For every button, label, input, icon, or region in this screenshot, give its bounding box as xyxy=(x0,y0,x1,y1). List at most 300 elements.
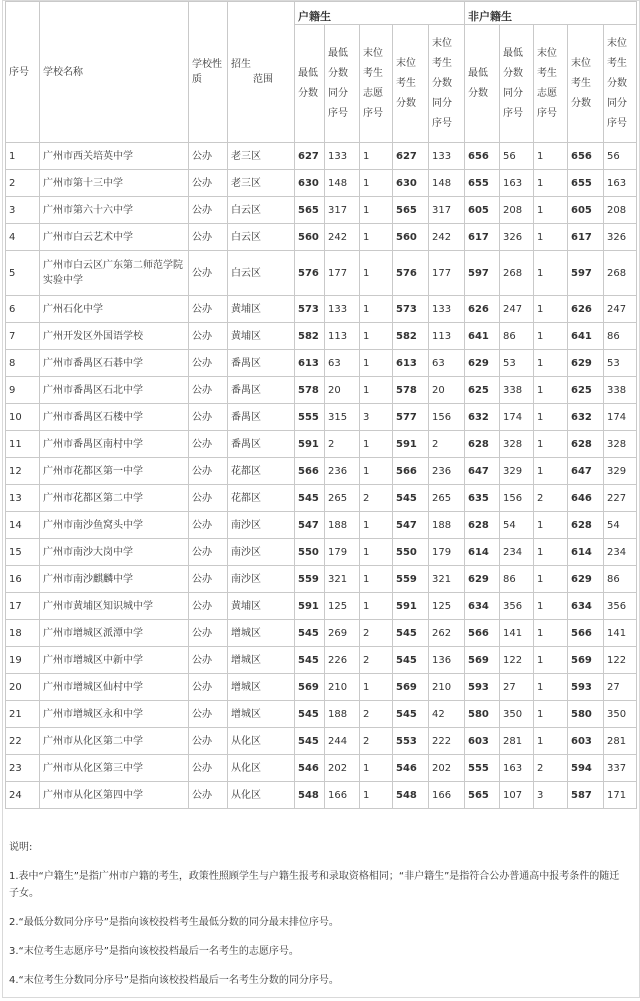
cell-non-hukou-value: 268 xyxy=(604,251,637,296)
cell-non-hukou-value: 350 xyxy=(500,701,534,728)
cell-hukou-value: 613 xyxy=(393,350,429,377)
cell-hukou-value: 550 xyxy=(393,539,429,566)
cell-hukou-value: 591 xyxy=(295,431,325,458)
cell-non-hukou-value: 555 xyxy=(465,755,500,782)
cell-non-hukou-value: 632 xyxy=(465,404,500,431)
cell-school-type: 公办 xyxy=(189,782,228,809)
cell-non-hukou-value: 625 xyxy=(568,377,604,404)
cell-non-hukou-value: 86 xyxy=(500,566,534,593)
cell-hukou-value: 265 xyxy=(429,485,465,512)
note-item-4: 4.“末位考生分数同分序号”是指向该校投档最后一名考生分数的同分序号。 xyxy=(9,975,339,986)
cell-hukou-value: 317 xyxy=(429,197,465,224)
cell-hukou-value: 63 xyxy=(429,350,465,377)
cell-non-hukou-value: 629 xyxy=(465,566,500,593)
cell-non-hukou-value: 141 xyxy=(604,620,637,647)
cell-school-type: 公办 xyxy=(189,674,228,701)
cell-non-hukou-value: 208 xyxy=(604,197,637,224)
cell-school-name: 广州市南沙麒麟中学 xyxy=(40,566,189,593)
cell-hukou-value: 262 xyxy=(429,620,465,647)
cell-non-hukou-value: 647 xyxy=(568,458,604,485)
cell-index: 8 xyxy=(6,350,40,377)
cell-hukou-value: 242 xyxy=(325,224,360,251)
cell-non-hukou-value: 2 xyxy=(534,485,568,512)
cell-index: 17 xyxy=(6,593,40,620)
cell-non-hukou-value: 1 xyxy=(534,674,568,701)
cell-hukou-value: 188 xyxy=(325,701,360,728)
cell-hukou-value: 545 xyxy=(393,701,429,728)
cell-non-hukou-value: 569 xyxy=(465,647,500,674)
cell-school-name: 广州市增城区永和中学 xyxy=(40,701,189,728)
cell-non-hukou-value: 603 xyxy=(568,728,604,755)
cell-hukou-value: 321 xyxy=(325,566,360,593)
cell-school-type: 公办 xyxy=(189,458,228,485)
table-row xyxy=(6,350,637,377)
cell-hukou-value: 244 xyxy=(325,728,360,755)
cell-hukou-value: 1 xyxy=(360,143,393,170)
cell-index: 16 xyxy=(6,566,40,593)
cell-hukou-value: 1 xyxy=(360,296,393,323)
cell-index: 22 xyxy=(6,728,40,755)
cell-school-name: 广州市西关培英中学 xyxy=(40,143,189,170)
cell-non-hukou-value: 628 xyxy=(568,431,604,458)
cell-non-hukou-value: 53 xyxy=(500,350,534,377)
cell-hukou-value: 3 xyxy=(360,404,393,431)
cell-non-hukou-value: 329 xyxy=(604,458,637,485)
cell-hukou-value: 546 xyxy=(295,755,325,782)
cell-non-hukou-value: 655 xyxy=(465,170,500,197)
cell-school-type: 公办 xyxy=(189,197,228,224)
cell-non-hukou-value: 605 xyxy=(465,197,500,224)
table-row xyxy=(6,674,637,701)
cell-school-name: 广州市从化区第三中学 xyxy=(40,755,189,782)
cell-school-type: 公办 xyxy=(189,566,228,593)
cell-hukou-value: 20 xyxy=(429,377,465,404)
header-area-line1: 招生 xyxy=(231,59,251,70)
header-h-last-will: 末位考生志愿序号 xyxy=(360,25,393,143)
notes-title: 说明: xyxy=(9,842,33,853)
header-h-last-rank: 末位考生分数同分序号 xyxy=(429,25,465,143)
header-h-min-rank: 最低分数同分序号 xyxy=(325,25,360,143)
table-row xyxy=(6,566,637,593)
cell-non-hukou-value: 338 xyxy=(500,377,534,404)
table-row xyxy=(6,431,637,458)
cell-non-hukou-value: 2 xyxy=(534,755,568,782)
cell-hukou-value: 2 xyxy=(325,431,360,458)
cell-hukou-value: 136 xyxy=(429,647,465,674)
cell-hukou-value: 1 xyxy=(360,755,393,782)
cell-hukou-value: 548 xyxy=(393,782,429,809)
cell-hukou-value: 546 xyxy=(393,755,429,782)
cell-hukou-value: 125 xyxy=(325,593,360,620)
cell-hukou-value: 148 xyxy=(429,170,465,197)
cell-school-type: 公办 xyxy=(189,485,228,512)
cell-hukou-value: 565 xyxy=(295,197,325,224)
cell-school-name: 广州市从化区第四中学 xyxy=(40,782,189,809)
cell-hukou-value: 265 xyxy=(325,485,360,512)
table-row xyxy=(6,539,637,566)
table-row xyxy=(6,404,637,431)
cell-non-hukou-value: 234 xyxy=(500,539,534,566)
table-row xyxy=(6,701,637,728)
cell-hukou-value: 1 xyxy=(360,674,393,701)
cell-non-hukou-value: 646 xyxy=(568,485,604,512)
table-row xyxy=(6,593,637,620)
cell-hukou-value: 148 xyxy=(325,170,360,197)
cell-school-name: 广州市第十三中学 xyxy=(40,170,189,197)
cell-hukou-value: 560 xyxy=(295,224,325,251)
cell-non-hukou-value: 86 xyxy=(604,566,637,593)
cell-hukou-value: 576 xyxy=(393,251,429,296)
cell-area: 南沙区 xyxy=(228,539,295,566)
cell-hukou-value: 2 xyxy=(360,647,393,674)
cell-hukou-value: 1 xyxy=(360,566,393,593)
cell-non-hukou-value: 632 xyxy=(568,404,604,431)
cell-index: 23 xyxy=(6,755,40,782)
cell-index: 14 xyxy=(6,512,40,539)
cell-non-hukou-value: 1 xyxy=(534,512,568,539)
cell-non-hukou-value: 593 xyxy=(568,674,604,701)
cell-non-hukou-value: 617 xyxy=(465,224,500,251)
cell-non-hukou-value: 626 xyxy=(568,296,604,323)
cell-school-name: 广州市增城区派潭中学 xyxy=(40,620,189,647)
cell-non-hukou-value: 86 xyxy=(604,323,637,350)
cell-non-hukou-value: 628 xyxy=(465,431,500,458)
cell-non-hukou-value: 597 xyxy=(465,251,500,296)
cell-hukou-value: 576 xyxy=(295,251,325,296)
cell-hukou-value: 1 xyxy=(360,170,393,197)
cell-hukou-value: 559 xyxy=(295,566,325,593)
cell-hukou-value: 242 xyxy=(429,224,465,251)
table-row xyxy=(6,782,637,809)
cell-hukou-value: 179 xyxy=(429,539,465,566)
cell-hukou-value: 2 xyxy=(360,620,393,647)
cell-hukou-value: 1 xyxy=(360,512,393,539)
cell-non-hukou-value: 580 xyxy=(465,701,500,728)
cell-non-hukou-value: 1 xyxy=(534,728,568,755)
cell-non-hukou-value: 655 xyxy=(568,170,604,197)
cell-non-hukou-value: 3 xyxy=(534,782,568,809)
cell-hukou-value: 630 xyxy=(295,170,325,197)
cell-school-type: 公办 xyxy=(189,620,228,647)
note-item-2: 2.“最低分数同分序号”是指向该校投档考生最低分数的同分最末排位序号。 xyxy=(9,917,339,928)
cell-hukou-value: 321 xyxy=(429,566,465,593)
cell-non-hukou-value: 329 xyxy=(500,458,534,485)
cell-school-name: 广州市番禺区石北中学 xyxy=(40,377,189,404)
cell-hukou-value: 545 xyxy=(295,620,325,647)
cell-index: 20 xyxy=(6,674,40,701)
cell-non-hukou-value: 356 xyxy=(500,593,534,620)
cell-school-type: 公办 xyxy=(189,224,228,251)
page xyxy=(2,0,640,998)
cell-school-type: 公办 xyxy=(189,251,228,296)
cell-non-hukou-value: 281 xyxy=(604,728,637,755)
cell-area: 黄埔区 xyxy=(228,593,295,620)
cell-hukou-value: 565 xyxy=(393,197,429,224)
cell-non-hukou-value: 163 xyxy=(500,170,534,197)
cell-non-hukou-value: 587 xyxy=(568,782,604,809)
cell-hukou-value: 569 xyxy=(393,674,429,701)
cell-area: 从化区 xyxy=(228,728,295,755)
table-row xyxy=(6,251,637,296)
table-row xyxy=(6,485,637,512)
cell-hukou-value: 166 xyxy=(429,782,465,809)
cell-non-hukou-value: 634 xyxy=(568,593,604,620)
cell-area: 花都区 xyxy=(228,485,295,512)
table-row xyxy=(6,170,637,197)
cell-non-hukou-value: 625 xyxy=(465,377,500,404)
cell-school-type: 公办 xyxy=(189,728,228,755)
cell-school-name: 广州市番禺区石楼中学 xyxy=(40,404,189,431)
cell-hukou-value: 113 xyxy=(325,323,360,350)
cell-area: 南沙区 xyxy=(228,566,295,593)
cell-hukou-value: 566 xyxy=(393,458,429,485)
table-row xyxy=(6,143,637,170)
notes-section xyxy=(9,839,629,1001)
cell-school-name: 广州市花都区第一中学 xyxy=(40,458,189,485)
cell-hukou-value: 545 xyxy=(393,620,429,647)
cell-hukou-value: 578 xyxy=(393,377,429,404)
cell-non-hukou-value: 247 xyxy=(500,296,534,323)
cell-index: 15 xyxy=(6,539,40,566)
cell-non-hukou-value: 647 xyxy=(465,458,500,485)
cell-school-name: 广州市白云艺术中学 xyxy=(40,224,189,251)
cell-non-hukou-value: 656 xyxy=(568,143,604,170)
cell-hukou-value: 545 xyxy=(393,647,429,674)
cell-school-type: 公办 xyxy=(189,170,228,197)
cell-area: 番禺区 xyxy=(228,350,295,377)
cell-non-hukou-value: 1 xyxy=(534,143,568,170)
cell-non-hukou-value: 268 xyxy=(500,251,534,296)
cell-non-hukou-value: 234 xyxy=(604,539,637,566)
cell-hukou-value: 188 xyxy=(429,512,465,539)
cell-non-hukou-value: 1 xyxy=(534,593,568,620)
cell-school-type: 公办 xyxy=(189,512,228,539)
cell-non-hukou-value: 156 xyxy=(500,485,534,512)
cell-area: 从化区 xyxy=(228,755,295,782)
cell-hukou-value: 202 xyxy=(429,755,465,782)
cell-hukou-value: 1 xyxy=(360,593,393,620)
table-row xyxy=(6,755,637,782)
cell-hukou-value: 133 xyxy=(429,143,465,170)
cell-hukou-value: 226 xyxy=(325,647,360,674)
cell-non-hukou-value: 614 xyxy=(465,539,500,566)
cell-hukou-value: 627 xyxy=(393,143,429,170)
cell-area: 番禺区 xyxy=(228,377,295,404)
cell-hukou-value: 269 xyxy=(325,620,360,647)
cell-hukou-value: 1 xyxy=(360,197,393,224)
cell-non-hukou-value: 635 xyxy=(465,485,500,512)
cell-non-hukou-value: 174 xyxy=(604,404,637,431)
cell-non-hukou-value: 328 xyxy=(604,431,637,458)
cell-hukou-value: 1 xyxy=(360,539,393,566)
header-h-last-score: 末位考生分数 xyxy=(393,25,429,143)
cell-hukou-value: 1 xyxy=(360,458,393,485)
cell-hukou-value: 573 xyxy=(393,296,429,323)
cell-hukou-value: 133 xyxy=(325,143,360,170)
cell-non-hukou-value: 629 xyxy=(568,566,604,593)
cell-hukou-value: 236 xyxy=(429,458,465,485)
cell-non-hukou-value: 605 xyxy=(568,197,604,224)
cell-hukou-value: 42 xyxy=(429,701,465,728)
cell-non-hukou-value: 54 xyxy=(604,512,637,539)
cell-hukou-value: 613 xyxy=(295,350,325,377)
cell-hukou-value: 210 xyxy=(429,674,465,701)
cell-index: 24 xyxy=(6,782,40,809)
cell-area: 老三区 xyxy=(228,170,295,197)
cell-hukou-value: 550 xyxy=(295,539,325,566)
cell-hukou-value: 177 xyxy=(429,251,465,296)
cell-hukou-value: 2 xyxy=(360,728,393,755)
header-non-hukou-group: 非户籍生 xyxy=(465,2,637,25)
header-index: 序号 xyxy=(6,2,40,143)
cell-non-hukou-value: 247 xyxy=(604,296,637,323)
cell-non-hukou-value: 1 xyxy=(534,224,568,251)
cell-hukou-value: 553 xyxy=(393,728,429,755)
cell-area: 黄埔区 xyxy=(228,296,295,323)
cell-non-hukou-value: 328 xyxy=(500,431,534,458)
cell-hukou-value: 2 xyxy=(360,485,393,512)
table-row xyxy=(6,377,637,404)
cell-school-name: 广州石化中学 xyxy=(40,296,189,323)
cell-school-type: 公办 xyxy=(189,350,228,377)
cell-hukou-value: 1 xyxy=(360,782,393,809)
cell-hukou-value: 2 xyxy=(429,431,465,458)
cell-area: 白云区 xyxy=(228,197,295,224)
cell-non-hukou-value: 337 xyxy=(604,755,637,782)
cell-hukou-value: 188 xyxy=(325,512,360,539)
cell-non-hukou-value: 122 xyxy=(500,647,534,674)
cell-hukou-value: 1 xyxy=(360,224,393,251)
cell-area: 增城区 xyxy=(228,701,295,728)
cell-area: 白云区 xyxy=(228,224,295,251)
table-row xyxy=(6,296,637,323)
cell-non-hukou-value: 27 xyxy=(500,674,534,701)
table-row xyxy=(6,323,637,350)
cell-non-hukou-value: 628 xyxy=(568,512,604,539)
cell-area: 花都区 xyxy=(228,458,295,485)
cell-non-hukou-value: 171 xyxy=(604,782,637,809)
table-row xyxy=(6,512,637,539)
cell-index: 13 xyxy=(6,485,40,512)
cell-non-hukou-value: 56 xyxy=(500,143,534,170)
admission-table xyxy=(5,1,637,809)
cell-area: 老三区 xyxy=(228,143,295,170)
table-row xyxy=(6,224,637,251)
cell-index: 19 xyxy=(6,647,40,674)
cell-hukou-value: 156 xyxy=(429,404,465,431)
cell-hukou-value: 1 xyxy=(360,350,393,377)
cell-index: 9 xyxy=(6,377,40,404)
header-f-last-will: 末位考生志愿序号 xyxy=(534,25,568,143)
cell-index: 6 xyxy=(6,296,40,323)
cell-hukou-value: 591 xyxy=(295,593,325,620)
cell-non-hukou-value: 1 xyxy=(534,197,568,224)
cell-school-type: 公办 xyxy=(189,431,228,458)
cell-non-hukou-value: 629 xyxy=(465,350,500,377)
cell-school-name: 广州市花都区第二中学 xyxy=(40,485,189,512)
cell-non-hukou-value: 614 xyxy=(568,539,604,566)
cell-non-hukou-value: 227 xyxy=(604,485,637,512)
cell-hukou-value: 210 xyxy=(325,674,360,701)
cell-hukou-value: 559 xyxy=(393,566,429,593)
cell-hukou-value: 545 xyxy=(393,485,429,512)
cell-school-name: 广州市黄埔区知识城中学 xyxy=(40,593,189,620)
table-row xyxy=(6,647,637,674)
cell-hukou-value: 166 xyxy=(325,782,360,809)
cell-non-hukou-value: 580 xyxy=(568,701,604,728)
cell-non-hukou-value: 53 xyxy=(604,350,637,377)
table-row xyxy=(6,197,637,224)
cell-hukou-value: 577 xyxy=(393,404,429,431)
cell-non-hukou-value: 27 xyxy=(604,674,637,701)
cell-hukou-value: 63 xyxy=(325,350,360,377)
cell-hukou-value: 566 xyxy=(295,458,325,485)
cell-hukou-value: 1 xyxy=(360,251,393,296)
table-body xyxy=(6,143,637,809)
cell-non-hukou-value: 141 xyxy=(500,620,534,647)
cell-index: 21 xyxy=(6,701,40,728)
cell-hukou-value: 222 xyxy=(429,728,465,755)
cell-non-hukou-value: 174 xyxy=(500,404,534,431)
cell-school-type: 公办 xyxy=(189,143,228,170)
cell-non-hukou-value: 356 xyxy=(604,593,637,620)
cell-hukou-value: 1 xyxy=(360,323,393,350)
cell-hukou-value: 125 xyxy=(429,593,465,620)
cell-non-hukou-value: 566 xyxy=(465,620,500,647)
cell-hukou-value: 202 xyxy=(325,755,360,782)
cell-index: 11 xyxy=(6,431,40,458)
cell-school-type: 公办 xyxy=(189,539,228,566)
cell-non-hukou-value: 634 xyxy=(465,593,500,620)
cell-school-name: 广州市番禺区南村中学 xyxy=(40,431,189,458)
cell-non-hukou-value: 1 xyxy=(534,296,568,323)
cell-area: 增城区 xyxy=(228,674,295,701)
cell-index: 4 xyxy=(6,224,40,251)
note-item-3: 3.“末位考生志愿序号”是指向该校投档最后一名考生的志愿序号。 xyxy=(9,946,299,957)
cell-school-name: 广州市白云区广东第二师范学院实验中学 xyxy=(40,251,189,296)
cell-hukou-value: 591 xyxy=(393,431,429,458)
cell-hukou-value: 591 xyxy=(393,593,429,620)
cell-non-hukou-value: 338 xyxy=(604,377,637,404)
cell-non-hukou-value: 594 xyxy=(568,755,604,782)
cell-non-hukou-value: 593 xyxy=(465,674,500,701)
cell-hukou-value: 133 xyxy=(325,296,360,323)
cell-school-name: 广州市增城区中新中学 xyxy=(40,647,189,674)
cell-non-hukou-value: 1 xyxy=(534,404,568,431)
cell-non-hukou-value: 86 xyxy=(500,323,534,350)
cell-non-hukou-value: 326 xyxy=(500,224,534,251)
cell-hukou-value: 2 xyxy=(360,701,393,728)
cell-non-hukou-value: 628 xyxy=(465,512,500,539)
cell-index: 12 xyxy=(6,458,40,485)
cell-area: 白云区 xyxy=(228,251,295,296)
cell-hukou-value: 547 xyxy=(393,512,429,539)
cell-non-hukou-value: 626 xyxy=(465,296,500,323)
cell-hukou-value: 555 xyxy=(295,404,325,431)
cell-non-hukou-value: 1 xyxy=(534,539,568,566)
cell-non-hukou-value: 1 xyxy=(534,377,568,404)
cell-non-hukou-value: 326 xyxy=(604,224,637,251)
cell-non-hukou-value: 597 xyxy=(568,251,604,296)
cell-non-hukou-value: 56 xyxy=(604,143,637,170)
cell-hukou-value: 560 xyxy=(393,224,429,251)
cell-non-hukou-value: 641 xyxy=(568,323,604,350)
cell-school-name: 广州市南沙鱼窝头中学 xyxy=(40,512,189,539)
cell-hukou-value: 113 xyxy=(429,323,465,350)
cell-hukou-value: 582 xyxy=(295,323,325,350)
table-row xyxy=(6,728,637,755)
cell-hukou-value: 177 xyxy=(325,251,360,296)
